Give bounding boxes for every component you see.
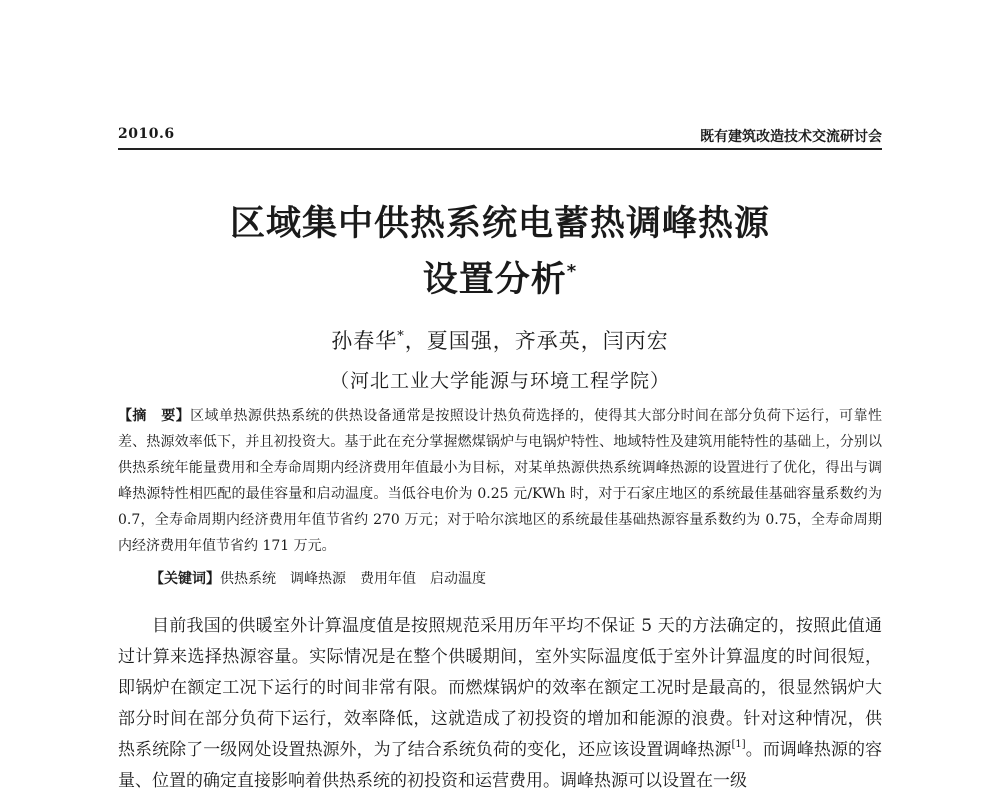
affiliation: （河北工业大学能源与环境工程学院） xyxy=(329,370,670,392)
abstract-text: 区域单热源供热系统的供热设备通常是按照设计热负荷选择的，使得其大部分时间在部分负荷下运行，可靠性差、热源效率低下，并且初投资大。基于此在充分掌握燃煤锅炉与电锅炉特性、地域特性及建筑用能特性的基础上，分别以供热系统年能量费用和全寿命周期内经济费用年值最小为目标，对某单热源供热系统调峰热源的设置进行了优化，得出与调峰热源特性相匹配的最佳容量和启动温度。当低谷电价为 0.25 元/KWh 时，对于石家庄地区的系统最佳基础容量系数约为 0.7，全寿命周期内经济费用年值节省约 270 万元；对于哈尔滨地区的系统最佳基础热源容量系数约为 0.75，全寿命周期内经济费用年值节省约 171 万元。 xyxy=(118,408,883,554)
title-line-2 xyxy=(0,248,1000,304)
title-line-1: 区域集中供热系统电蓄热调峰热源 xyxy=(229,204,770,244)
other-authors: ，夏国强，齐承英，闫丙宏 xyxy=(404,329,669,353)
body-text-part-1: 目前我国的供暖室外计算温度值是按照规范采用历年平均不保证 5 天的方法确定的，按照此值通过计算来选择热源容量。实际情况是在整个供暖期间，室外实际温度低于室外计算温度的时间很短，即锅炉在额定工况下运行的时间非常有限。而燃煤锅炉的效率在额定工况时是最高的，很显然锅炉大部分时间在部分负荷下运行，效率降低，这就造成了初投资的增加和能源的浪费。针对这种情况，供热系统除了一级网处设置热源外，为了结合系统负荷的变化，还应该设置调峰热源 xyxy=(118,616,882,760)
keywords xyxy=(150,566,882,592)
header-conference-name: 既有建筑改造技术交流研讨会 xyxy=(700,129,882,145)
author-list xyxy=(0,325,1000,355)
first-author: 孙春华 xyxy=(331,329,398,353)
keyword-item: 供热系统 xyxy=(220,571,276,587)
keyword-item: 费用年值 xyxy=(360,571,416,587)
paper-title xyxy=(0,200,1000,304)
keyword-item: 启动温度 xyxy=(430,571,486,587)
keyword-item: 调峰热源 xyxy=(290,571,346,587)
title-line-2-text: 设置分析 xyxy=(422,260,567,300)
first-author-mark: * xyxy=(397,329,405,344)
abstract-label: 【摘 要】 xyxy=(118,408,191,424)
title-footnote-mark: * xyxy=(566,261,578,282)
header-date: 2010.6 xyxy=(118,126,175,142)
citation-ref[interactable]: [1] xyxy=(731,739,746,750)
body-paragraph xyxy=(118,611,882,797)
body-text-part-2: 。而调峰热源的容量、位置的确定直接影响着供热系统的初投资和运营费用。调峰热源可以设置在一级 xyxy=(118,740,883,791)
abstract xyxy=(118,403,882,559)
running-header xyxy=(118,124,882,150)
keywords-label: 【关键词】 xyxy=(150,571,220,587)
